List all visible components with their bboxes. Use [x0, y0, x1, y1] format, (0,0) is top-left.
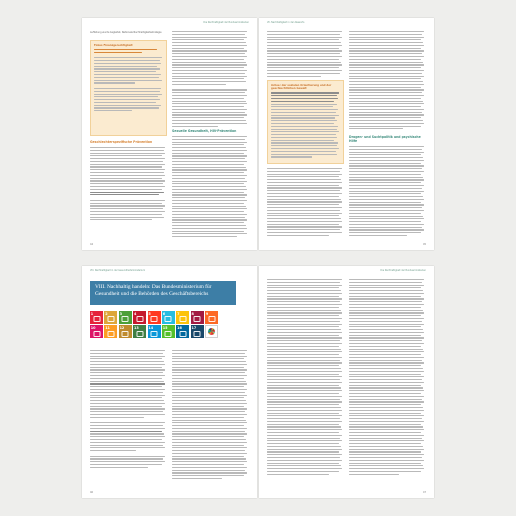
sdg-11-icon: 11 — [104, 325, 117, 338]
text-column-1 — [267, 279, 344, 476]
sdg-9-icon: 9 — [205, 311, 218, 324]
page-number: 46 — [90, 491, 94, 494]
sdg-4-icon: 4 — [133, 311, 146, 324]
sdg-5-icon: 5 — [148, 311, 161, 324]
infobox-title: Fokus Finanzgerechtigkeit — [94, 44, 133, 47]
page-bottom-right — [259, 266, 434, 498]
text-column-2 — [172, 350, 249, 481]
text-column-3 — [349, 31, 426, 131]
header-right: Die Nachhaltigkeit der Bundesministerien — [380, 269, 426, 272]
running-header — [267, 21, 426, 24]
sdg-16-icon: 16 — [176, 325, 189, 338]
page-bottom-left — [82, 266, 257, 498]
header-right: Die Nachhaltigkeit der Bundesministerien — [203, 21, 249, 24]
text-column-4 — [349, 146, 426, 238]
running-header — [90, 269, 249, 272]
page-number: 45 — [422, 243, 426, 246]
sdg-wheel-logo — [205, 325, 218, 338]
sdg-13-icon: 13 — [133, 325, 146, 338]
sdg-12-icon: 12 — [119, 325, 132, 338]
section-heading-prevention: Geschlechterspezifische Prävention — [90, 140, 153, 144]
sdg-14-icon: 14 — [148, 325, 161, 338]
sdg-10-icon: 10 — [90, 325, 103, 338]
running-header — [267, 269, 426, 272]
page-number: 47 — [422, 491, 426, 494]
section-heading-drug-policy: Drogen- und Suchtpolitik und psychische Hilfe — [349, 135, 421, 143]
page-top-left — [82, 18, 257, 250]
text-column-1 — [90, 147, 167, 222]
text-column-2 — [267, 168, 344, 238]
sdg-6-icon: 6 — [162, 311, 175, 324]
chapter-title: VIII. Nachhaltig handeln: Das Bundesministerium für Gesundheit und die Behörden des Geschäftsbereichs — [90, 281, 236, 305]
section-heading-hiv: Sexuelle Gesundheit, HIV-Prävention — [172, 129, 237, 133]
sdg-15-icon: 15 — [162, 325, 175, 338]
text-column-1 — [90, 350, 167, 470]
finance-infobox — [90, 40, 167, 136]
sdg-1-icon: 1 — [90, 311, 103, 324]
sdg-7-icon: 7 — [176, 311, 189, 324]
intro-text: Auflistung wurde begleitet, Nationale Nachhaltigkeitsstrategie — [90, 31, 162, 34]
header-left: VII. Nachhaltigkeit in den Ressorts — [267, 21, 305, 24]
header-left: VIII. Nachhaltigkeit in der Gesundheitsministerium — [90, 269, 146, 272]
page-number: 44 — [90, 243, 94, 246]
text-column-2 — [172, 31, 249, 128]
running-header — [90, 21, 249, 24]
sdg-8-icon: 8 — [191, 311, 204, 324]
text-column-3 — [172, 136, 249, 239]
text-column-2 — [349, 279, 426, 476]
text-column-1 — [267, 31, 344, 78]
sdg-3-icon: 3 — [119, 311, 132, 324]
orientation-infobox — [267, 80, 344, 164]
sdg-icon-grid — [90, 311, 218, 338]
page-top-right — [259, 18, 434, 250]
infobox-title: Achse: der sozialen Orientierung und der geschlechtlichen Gewalt — [271, 84, 332, 91]
intro-column — [90, 31, 166, 34]
sdg-2-icon: 2 — [104, 311, 117, 324]
sdg-17-icon: 17 — [191, 325, 204, 338]
